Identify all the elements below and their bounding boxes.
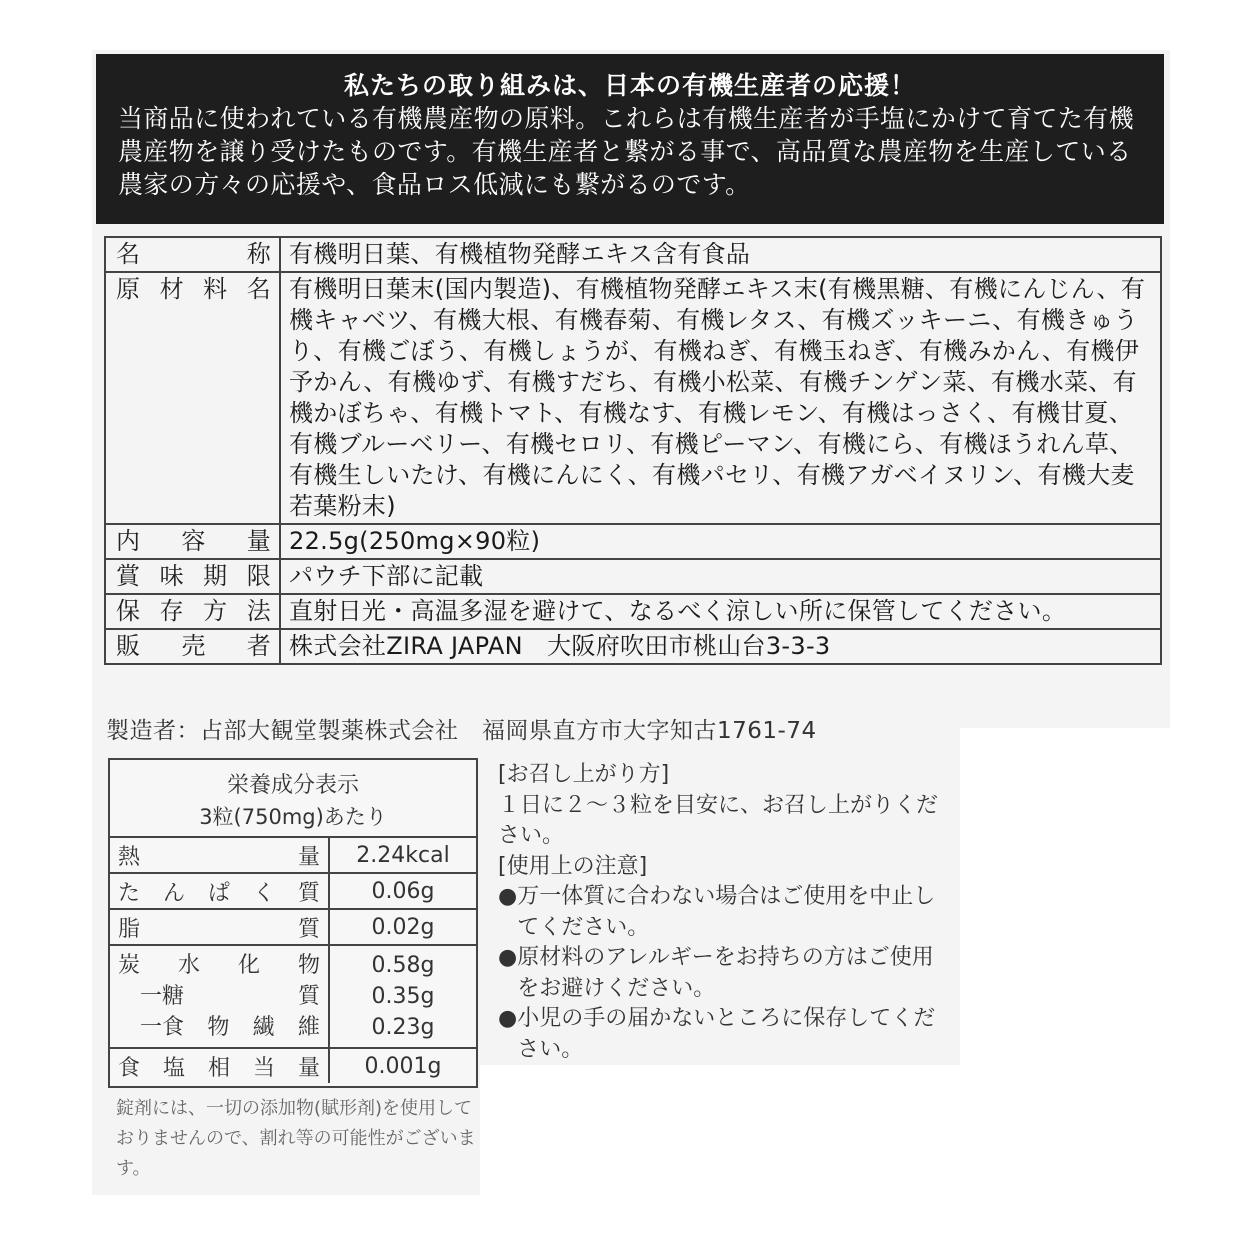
info-value: 有機明日葉末(国内製造)、有機植物発酵エキス末(有機黒糖、有機にんじん、有機キャベツ、有機大根、有機春菊、有機レタス、有機ズッキーニ、有機きゅうり、有機ごぼう、有機しょうが、有機ねぎ、有機玉ねぎ、有機みかん、有機伊予かん、有機ゆず、有機すだち、有機小松菜、有機チンゲン菜、有機水菜、有機かぼちゃ、有機トマト、有機なす、有機レモン、有機はっさく、有機甘夏、有機ブルーベリー、有機セロリ、有機ピーマン、有機にら、有機ほうれん草、有機生しいたけ、有機にんにく、有機パセリ、有機アガベイヌリン、有機大麦若葉粉末) (280, 272, 1161, 524)
info-value: 直射日光・高温多湿を避けて、なるべく涼しい所に保管してください。 (280, 594, 1161, 629)
nutrition-title: 栄養成分表示 (226, 773, 359, 798)
label-char: 販 (116, 632, 141, 660)
label-char: 材 (159, 275, 184, 303)
info-label (105, 629, 280, 664)
nutrient-label (110, 873, 329, 909)
nutrition-row-fat (110, 909, 476, 945)
usage-text: １日に２～３粒を目安に、お召し上がりください。 (498, 792, 939, 848)
nutrition-subtitle: 3粒(750mg)あたり (199, 805, 387, 829)
bullet-icon: ● (498, 945, 518, 970)
usage-instructions (498, 760, 953, 1065)
sugar-value: 0.35g (371, 984, 435, 1009)
label-spread (118, 840, 320, 871)
nutrient-value: 0.001g (329, 1048, 476, 1083)
info-row-seller (105, 629, 1161, 664)
label-char: 量 (297, 844, 320, 870)
info-row-ingredients (105, 272, 1161, 524)
bullet-icon: ● (498, 884, 518, 909)
nutrient-value: 0.06g (329, 873, 476, 909)
label-char: 食 (118, 1055, 141, 1081)
nutrition-row-energy (110, 837, 476, 873)
label-char: 原 (116, 275, 141, 303)
fiber-label (118, 1012, 320, 1043)
label-char: 名 (116, 240, 141, 268)
label-char: 方 (203, 597, 228, 625)
nutrition-facts-panel (108, 758, 478, 1088)
label-char: 物 (297, 953, 320, 978)
commitment-banner (96, 54, 1164, 224)
label-char: 水 (177, 953, 200, 978)
nutrient-value: 2.24kcal (329, 837, 476, 873)
label-char: ん (162, 880, 185, 906)
label-char: 維 (297, 1015, 320, 1040)
label-char: 塩 (162, 1055, 185, 1081)
caution-item (498, 882, 953, 943)
label-char: 名 (246, 275, 271, 303)
label-spread (116, 596, 271, 627)
label-spread (116, 239, 271, 270)
label-char: く (252, 880, 275, 906)
label-char: 保 (116, 597, 141, 625)
nutrient-label (110, 837, 329, 873)
usage-heading: [お召し上がり方] (498, 762, 670, 787)
label-spread (116, 274, 271, 305)
info-label (105, 594, 280, 629)
info-value: パウチ下部に記載 (280, 559, 1161, 594)
carbs-value: 0.58g (371, 953, 435, 978)
nutrient-value: 0.02g (329, 909, 476, 945)
info-value: 有機明日葉、有機植物発酵エキス含有食品 (280, 237, 1161, 272)
background-edge (960, 728, 1170, 1195)
caution-text: 万一体質に合わない場合はご使用を中止してください。 (517, 884, 936, 940)
label-spread (116, 526, 271, 557)
info-label (105, 524, 280, 559)
label-char: 量 (246, 527, 271, 555)
bullet-icon: ● (498, 1006, 518, 1031)
label-char: 質 (297, 916, 320, 942)
label-char: 一糖 (140, 984, 185, 1009)
label-char: 物 (207, 1015, 230, 1040)
background-edge (480, 1065, 960, 1195)
manufacturer-line: 製造者：占部大観堂製薬株式会社 福岡県直方市大字知古1761-74 (106, 718, 817, 744)
label-char: 法 (246, 597, 271, 625)
label-char: 料 (203, 275, 228, 303)
info-label (105, 272, 280, 524)
label-char: 質 (297, 880, 320, 906)
nutrient-label (110, 1048, 329, 1083)
label-spread (116, 631, 271, 662)
label-char: 者 (246, 632, 271, 660)
label-char: 化 (237, 953, 260, 978)
nutrient-value-group (329, 945, 476, 1048)
fiber-value: 0.23g (371, 1015, 435, 1040)
label-char: 称 (246, 240, 271, 268)
label-char: 質 (297, 984, 320, 1009)
label-spread (118, 1051, 320, 1082)
label-spread (116, 561, 271, 592)
caution-heading: [使用上の注意] (498, 853, 648, 879)
label-char: 内 (116, 527, 141, 555)
info-row-best-before (105, 559, 1161, 594)
nutrition-row-protein (110, 873, 476, 909)
label-char: た (118, 880, 141, 906)
tablet-note: 錠剤には、一切の添加物(賦形剤)を使用しておりませんので、割れ等の可能性がございます。 (116, 1098, 476, 1179)
label-char: 一食 (140, 1015, 185, 1040)
label-char: 期 (203, 562, 228, 590)
label-char: 容 (181, 527, 206, 555)
label-char: 限 (246, 562, 271, 590)
nutrition-row-salt (110, 1048, 476, 1083)
label-char: ぱ (207, 880, 230, 906)
label-spread (118, 876, 320, 907)
info-row-contents (105, 524, 1161, 559)
label-char: 味 (159, 562, 184, 590)
info-row-name (105, 237, 1161, 272)
caution-text: 原材料のアレルギーをお持ちの方はご使用をお避けください。 (517, 945, 934, 1001)
label-char: 炭 (118, 953, 141, 978)
nutrient-label-group (110, 945, 329, 1048)
label-char: 相 (207, 1055, 230, 1081)
banner-title: 私たちの取り組みは、日本の有機生産者の応援！ (343, 71, 916, 100)
nutrition-row-carbs (110, 945, 476, 1048)
info-label (105, 237, 280, 272)
label-char: 売 (181, 632, 206, 660)
caution-item (498, 943, 953, 1004)
label-spread (118, 912, 320, 943)
info-label (105, 559, 280, 594)
caution-item (498, 1004, 953, 1065)
label-char: 熱 (118, 844, 141, 870)
label-char: 量 (297, 1055, 320, 1081)
info-value: 株式会社ZIRA JAPAN 大阪府吹田市桃山台3-3-3 (280, 629, 1161, 664)
label-char: 繊 (252, 1015, 275, 1040)
label-char: 存 (159, 597, 184, 625)
caution-text: 小児の手の届かないところに保存してください。 (517, 1006, 936, 1062)
sugar-label (118, 981, 320, 1012)
nutrition-table (110, 836, 476, 1083)
label-char: 賞 (116, 562, 141, 590)
label-spread (118, 950, 320, 981)
nutrient-label (110, 909, 329, 945)
info-value: 22.5g(250mg×90粒) (280, 524, 1161, 559)
label-char: 脂 (118, 916, 141, 942)
product-info-table (104, 236, 1162, 665)
banner-body: 当商品に使われている有機農産物の原料。これらは有機生産者が手塩にかけて育てた有機農産物を譲り受けたものです。有機生産者と繋がる事で、高品質な農産物を生産している農家の方々の応援や、食品ロス低減にも繋がるのです。 (118, 104, 1135, 199)
label-char: 当 (252, 1055, 275, 1081)
info-row-storage (105, 594, 1161, 629)
